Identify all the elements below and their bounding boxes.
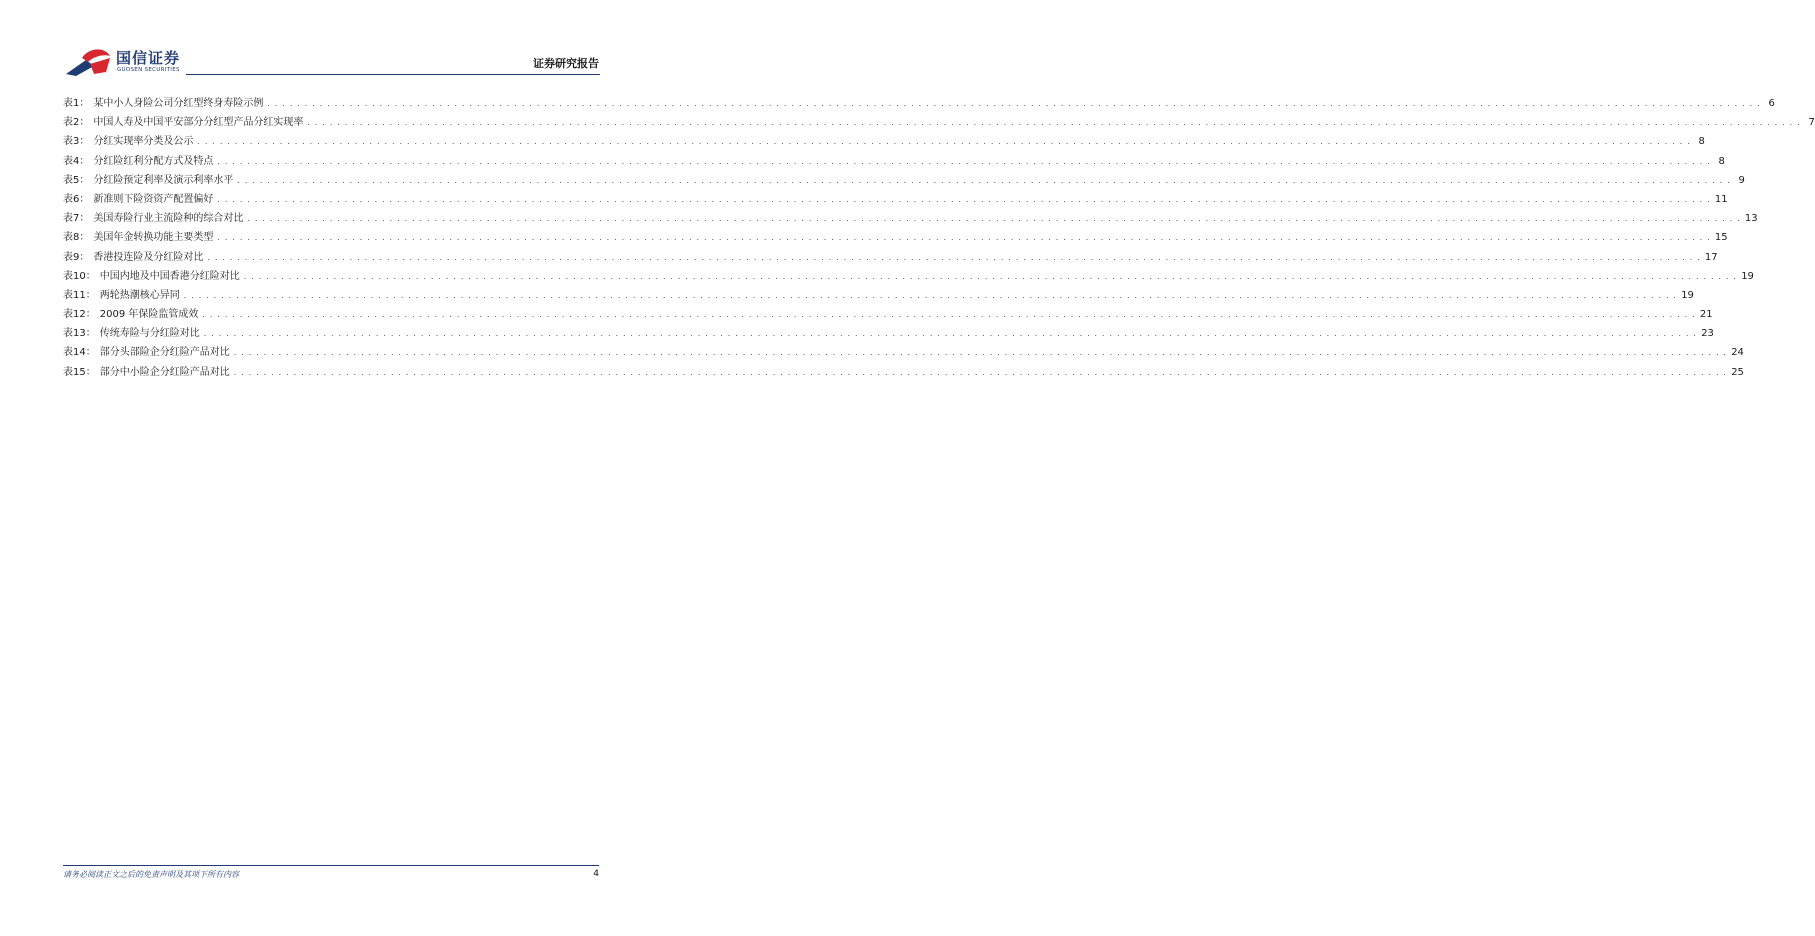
toc-dot-leader: . . . . . . . . . . . . . . . . . . . . . . . . . . . . . . . . . . . . . . . . . . . . . . . . . . . . . . . . . . . . . . . . . . . . . . . . . . . . . . . . . . . . . . . . . . . . . . . . . . . . . . . . . . . . . . . . . . . . . . . . . . . . . . . . . . . . . . . . . . . . . . . . . . . . . . . . . . . . . . . . . . . . . . . . . . . . . . . . . . . . . . . . . . . . . . . . . . . . . . . . bbox=[217, 194, 1711, 204]
toc-dot-leader: . . . . . . . . . . . . . . . . . . . . . . . . . . . . . . . . . . . . . . . . . . . . . . . . . . . . . . . . . . . . . . . . . . . . . . . . . . . . . . . . . . . . . . . . . . . . . . . . . . . . . . . . . . . . . . . . . . . . . . . . . . . . . . . . . . . . . . . . . . . . . . . . . . . . . . . . . . . . . . . . . . . . . . . . . . . . . . . . . . . . . . . . . . . . . . . . . . . . . . . . bbox=[197, 137, 1691, 147]
toc-entry-title: 美国寿险行业主流险种的综合对比 bbox=[93, 213, 244, 225]
toc-entry[interactable] bbox=[63, 267, 1754, 286]
toc-dot-leader: . . . . . . . . . . . . . . . . . . . . . . . . . . . . . . . . . . . . . . . . . . . . . . . . . . . . . . . . . . . . . . . . . . . . . . . . . . . . . . . . . . . . . . . . . . . . . . . . . . . . . . . . . . . . . . . . . . . . . . . . . . . . . . . . . . . . . . . . . . . . . . . . . . . . . . . . . . . . . . . . . . . . . . . . . . . . . . . . . . . . . . . . . . . . . . . . . . . . . . . . bbox=[307, 118, 1801, 128]
toc-entry[interactable] bbox=[63, 209, 1758, 228]
toc-entry-title: 2009 年保险监管成效 bbox=[99, 309, 199, 321]
toc-dot-leader: . . . . . . . . . . . . . . . . . . . . . . . . . . . . . . . . . . . . . . . . . . . . . . . . . . . . . . . . . . . . . . . . . . . . . . . . . . . . . . . . . . . . . . . . . . . . . . . . . . . . . . . . . . . . . . . . . . . . . . . . . . . . . . . . . . . . . . . . . . . . . . . . . . . . . . . . . . . . . . . . . . . . . . . . . . . . . . . . . . . . . . . . . . . . . . . . . . . . . . . . bbox=[207, 252, 1701, 262]
page-header bbox=[0, 0, 662, 80]
toc-entry-label: 表4： bbox=[63, 155, 90, 167]
toc-dot-leader: . . . . . . . . . . . . . . . . . . . . . . . . . . . . . . . . . . . . . . . . . . . . . . . . . . . . . . . . . . . . . . . . . . . . . . . . . . . . . . . . . . . . . . . . . . . . . . . . . . . . . . . . . . . . . . . . . . . . . . . . . . . . . . . . . . . . . . . . . . . . . . . . . . . . . . . . . . . . . . . . . . . . . . . . . . . . . . . . . . . . . . . . . . . . . . . . . . . . . . . . bbox=[183, 290, 1678, 300]
toc-entry-title: 中国内地及中国香港分红险对比 bbox=[99, 270, 240, 282]
toc-entry-page: 23 bbox=[1701, 328, 1714, 340]
toc-entry-label: 表1： bbox=[63, 98, 90, 109]
toc-entry-page: 6 bbox=[1768, 98, 1775, 109]
toc-entry-label: 表10： bbox=[63, 270, 96, 282]
toc-entry-label: 表15： bbox=[63, 366, 96, 378]
table-of-tables bbox=[63, 94, 1815, 382]
toc-entry-page: 7 bbox=[1808, 117, 1815, 129]
toc-entry-label: 表3： bbox=[63, 136, 90, 148]
toc-entry-page: 17 bbox=[1704, 251, 1718, 263]
toc-entry-page: 19 bbox=[1681, 289, 1694, 301]
toc-dot-leader: . . . . . . . . . . . . . . . . . . . . . . . . . . . . . . . . . . . . . . . . . . . . . . . . . . . . . . . . . . . . . . . . . . . . . . . . . . . . . . . . . . . . . . . . . . . . . . . . . . . . . . . . . . . . . . . . . . . . . . . . . . . . . . . . . . . . . . . . . . . . . . . . . . . . . . . . . . . . . . . . . . . . . . . . . . . . . . . . . . . . . . . . . . . . . . . . . . . . . . . . bbox=[247, 214, 1741, 224]
toc-entry-page: 24 bbox=[1731, 347, 1744, 359]
toc-dot-leader: . . . . . . . . . . . . . . . . . . . . . . . . . . . . . . . . . . . . . . . . . . . . . . . . . . . . . . . . . . . . . . . . . . . . . . . . . . . . . . . . . . . . . . . . . . . . . . . . . . . . . . . . . . . . . . . . . . . . . . . . . . . . . . . . . . . . . . . . . . . . . . . . . . . . . . . . . . . . . . . . . . . . . . . . . . . . . . . . . . . . . . . . . . . . . . . . . . . . . . . . bbox=[243, 271, 1738, 281]
toc-entry-title: 分红险红利分配方式及特点 bbox=[93, 155, 214, 167]
toc-entry-title: 香港投连险及分红险对比 bbox=[93, 251, 204, 263]
toc-dot-leader: . . . . . . . . . . . . . . . . . . . . . . . . . . . . . . . . . . . . . . . . . . . . . . . . . . . . . . . . . . . . . . . . . . . . . . . . . . . . . . . . . . . . . . . . . . . . . . . . . . . . . . . . . . . . . . . . . . . . . . . . . . . . . . . . . . . . . . . . . . . . . . . . . . . . . . . . . . . . . . . . . . . . . . . . . . . . . . . . . . . . . . . . . . . . . . . . . . . . . . . . bbox=[233, 348, 1728, 358]
logo-chinese-name: 国信证券 bbox=[116, 49, 181, 67]
toc-entry-title: 分红险预定利率及演示利率水平 bbox=[93, 174, 234, 186]
toc-entry[interactable] bbox=[63, 94, 1775, 113]
toc-entry[interactable] bbox=[63, 113, 1815, 132]
toc-entry-title: 分红实现率分类及公示 bbox=[93, 136, 194, 148]
toc-entry[interactable] bbox=[63, 171, 1745, 190]
toc-entry-page: 25 bbox=[1731, 366, 1744, 378]
toc-entry-title: 新准则下险资资产配置偏好 bbox=[93, 193, 214, 205]
footer-disclaimer: 请务必阅读正文之后的免责声明及其项下所有内容 bbox=[63, 870, 239, 879]
toc-entry-label: 表14： bbox=[63, 347, 96, 359]
header-divider bbox=[186, 74, 600, 75]
toc-entry-title: 两轮热潮核心异同 bbox=[99, 289, 180, 301]
toc-entry[interactable] bbox=[63, 324, 1714, 343]
toc-entry-page: 9 bbox=[1738, 174, 1745, 186]
toc-entry[interactable] bbox=[63, 286, 1694, 305]
toc-entry-page: 19 bbox=[1741, 270, 1754, 282]
toc-entry-page: 21 bbox=[1699, 309, 1713, 321]
toc-dot-leader: . . . . . . . . . . . . . . . . . . . . . . . . . . . . . . . . . . . . . . . . . . . . . . . . . . . . . . . . . . . . . . . . . . . . . . . . . . . . . . . . . . . . . . . . . . . . . . . . . . . . . . . . . . . . . . . . . . . . . . . . . . . . . . . . . . . . . . . . . . . . . . . . . . . . . . . . . . . . . . . . . . . . . . . . . . . . . . . . . . . . . . . . . . . . . . . . . . . . . . . . bbox=[202, 310, 1696, 320]
toc-entry-label: 表11： bbox=[63, 289, 96, 301]
toc-entry-label: 表9： bbox=[63, 251, 90, 263]
toc-entry-title: 部分头部险企分红险产品对比 bbox=[99, 347, 230, 359]
toc-entry-label: 表13： bbox=[63, 328, 96, 340]
footer-divider bbox=[63, 865, 599, 866]
toc-entry[interactable] bbox=[63, 363, 1744, 382]
toc-entry-label: 表6： bbox=[63, 193, 90, 205]
toc-dot-leader: . . . . . . . . . . . . . . . . . . . . . . . . . . . . . . . . . . . . . . . . . . . . . . . . . . . . . . . . . . . . . . . . . . . . . . . . . . . . . . . . . . . . . . . . . . . . . . . . . . . . . . . . . . . . . . . . . . . . . . . . . . . . . . . . . . . . . . . . . . . . . . . . . . . . . . . . . . . . . . . . . . . . . . . . . . . . . . . . . . . . . . . . . . . . . . . . . . . . . . . . bbox=[267, 99, 1761, 108]
toc-entry-page: 8 bbox=[1698, 136, 1705, 148]
toc-dot-leader: . . . . . . . . . . . . . . . . . . . . . . . . . . . . . . . . . . . . . . . . . . . . . . . . . . . . . . . . . . . . . . . . . . . . . . . . . . . . . . . . . . . . . . . . . . . . . . . . . . . . . . . . . . . . . . . . . . . . . . . . . . . . . . . . . . . . . . . . . . . . . . . . . . . . . . . . . . . . . . . . . . . . . . . . . . . . . . . . . . . . . . . . . . . . . . . . . . . . . . . . bbox=[203, 329, 1698, 339]
toc-entry-label: 表2： bbox=[63, 117, 90, 129]
toc-entry[interactable] bbox=[63, 228, 1728, 247]
logo-mark-icon bbox=[64, 46, 114, 78]
toc-entry-title: 某中小人身险公司分红型终身寿险示例 bbox=[93, 98, 264, 109]
toc-dot-leader: . . . . . . . . . . . . . . . . . . . . . . . . . . . . . . . . . . . . . . . . . . . . . . . . . . . . . . . . . . . . . . . . . . . . . . . . . . . . . . . . . . . . . . . . . . . . . . . . . . . . . . . . . . . . . . . . . . . . . . . . . . . . . . . . . . . . . . . . . . . . . . . . . . . . . . . . . . . . . . . . . . . . . . . . . . . . . . . . . . . . . . . . . . . . . . . . . . . . . . . . bbox=[237, 175, 1731, 185]
toc-entry-title: 传统寿险与分红险对比 bbox=[99, 328, 200, 340]
toc-entry[interactable] bbox=[63, 190, 1728, 209]
toc-entry-title: 美国年金转换功能主要类型 bbox=[93, 232, 214, 244]
toc-dot-leader: . . . . . . . . . . . . . . . . . . . . . . . . . . . . . . . . . . . . . . . . . . . . . . . . . . . . . . . . . . . . . . . . . . . . . . . . . . . . . . . . . . . . . . . . . . . . . . . . . . . . . . . . . . . . . . . . . . . . . . . . . . . . . . . . . . . . . . . . . . . . . . . . . . . . . . . . . . . . . . . . . . . . . . . . . . . . . . . . . . . . . . . . . . . . . . . . . . . . . . . . bbox=[233, 367, 1728, 377]
toc-entry-page: 11 bbox=[1714, 193, 1728, 205]
toc-entry-label: 表5： bbox=[63, 174, 90, 186]
toc-entry-title: 部分中小险企分红险产品对比 bbox=[99, 366, 230, 378]
toc-entry-label: 表7： bbox=[63, 213, 90, 225]
toc-dot-leader: . . . . . . . . . . . . . . . . . . . . . . . . . . . . . . . . . . . . . . . . . . . . . . . . . . . . . . . . . . . . . . . . . . . . . . . . . . . . . . . . . . . . . . . . . . . . . . . . . . . . . . . . . . . . . . . . . . . . . . . . . . . . . . . . . . . . . . . . . . . . . . . . . . . . . . . . . . . . . . . . . . . . . . . . . . . . . . . . . . . . . . . . . . . . . . . . . . . . . . . . bbox=[217, 156, 1711, 166]
toc-entry[interactable] bbox=[63, 343, 1744, 362]
toc-dot-leader: . . . . . . . . . . . . . . . . . . . . . . . . . . . . . . . . . . . . . . . . . . . . . . . . . . . . . . . . . . . . . . . . . . . . . . . . . . . . . . . . . . . . . . . . . . . . . . . . . . . . . . . . . . . . . . . . . . . . . . . . . . . . . . . . . . . . . . . . . . . . . . . . . . . . . . . . . . . . . . . . . . . . . . . . . . . . . . . . . . . . . . . . . . . . . . . . . . . . . . . . bbox=[217, 233, 1711, 243]
toc-entry[interactable] bbox=[63, 132, 1705, 151]
logo-english-name: GUOSEN SECURITIES bbox=[117, 67, 180, 73]
toc-entry-page: 15 bbox=[1714, 232, 1728, 244]
toc-entry-title: 中国人寿及中国平安部分分红型产品分红实现率 bbox=[93, 117, 304, 129]
toc-entry-page: 8 bbox=[1718, 155, 1725, 167]
toc-entry-label: 表12： bbox=[63, 309, 96, 321]
company-logo bbox=[64, 46, 184, 78]
report-type-label: 证券研究报告 bbox=[533, 57, 599, 70]
toc-entry[interactable] bbox=[63, 248, 1718, 267]
page-number: 4 bbox=[593, 869, 599, 879]
toc-entry[interactable] bbox=[63, 305, 1713, 324]
toc-entry-label: 表8： bbox=[63, 232, 90, 244]
toc-entry[interactable] bbox=[63, 152, 1725, 171]
toc-entry-page: 13 bbox=[1744, 213, 1758, 225]
